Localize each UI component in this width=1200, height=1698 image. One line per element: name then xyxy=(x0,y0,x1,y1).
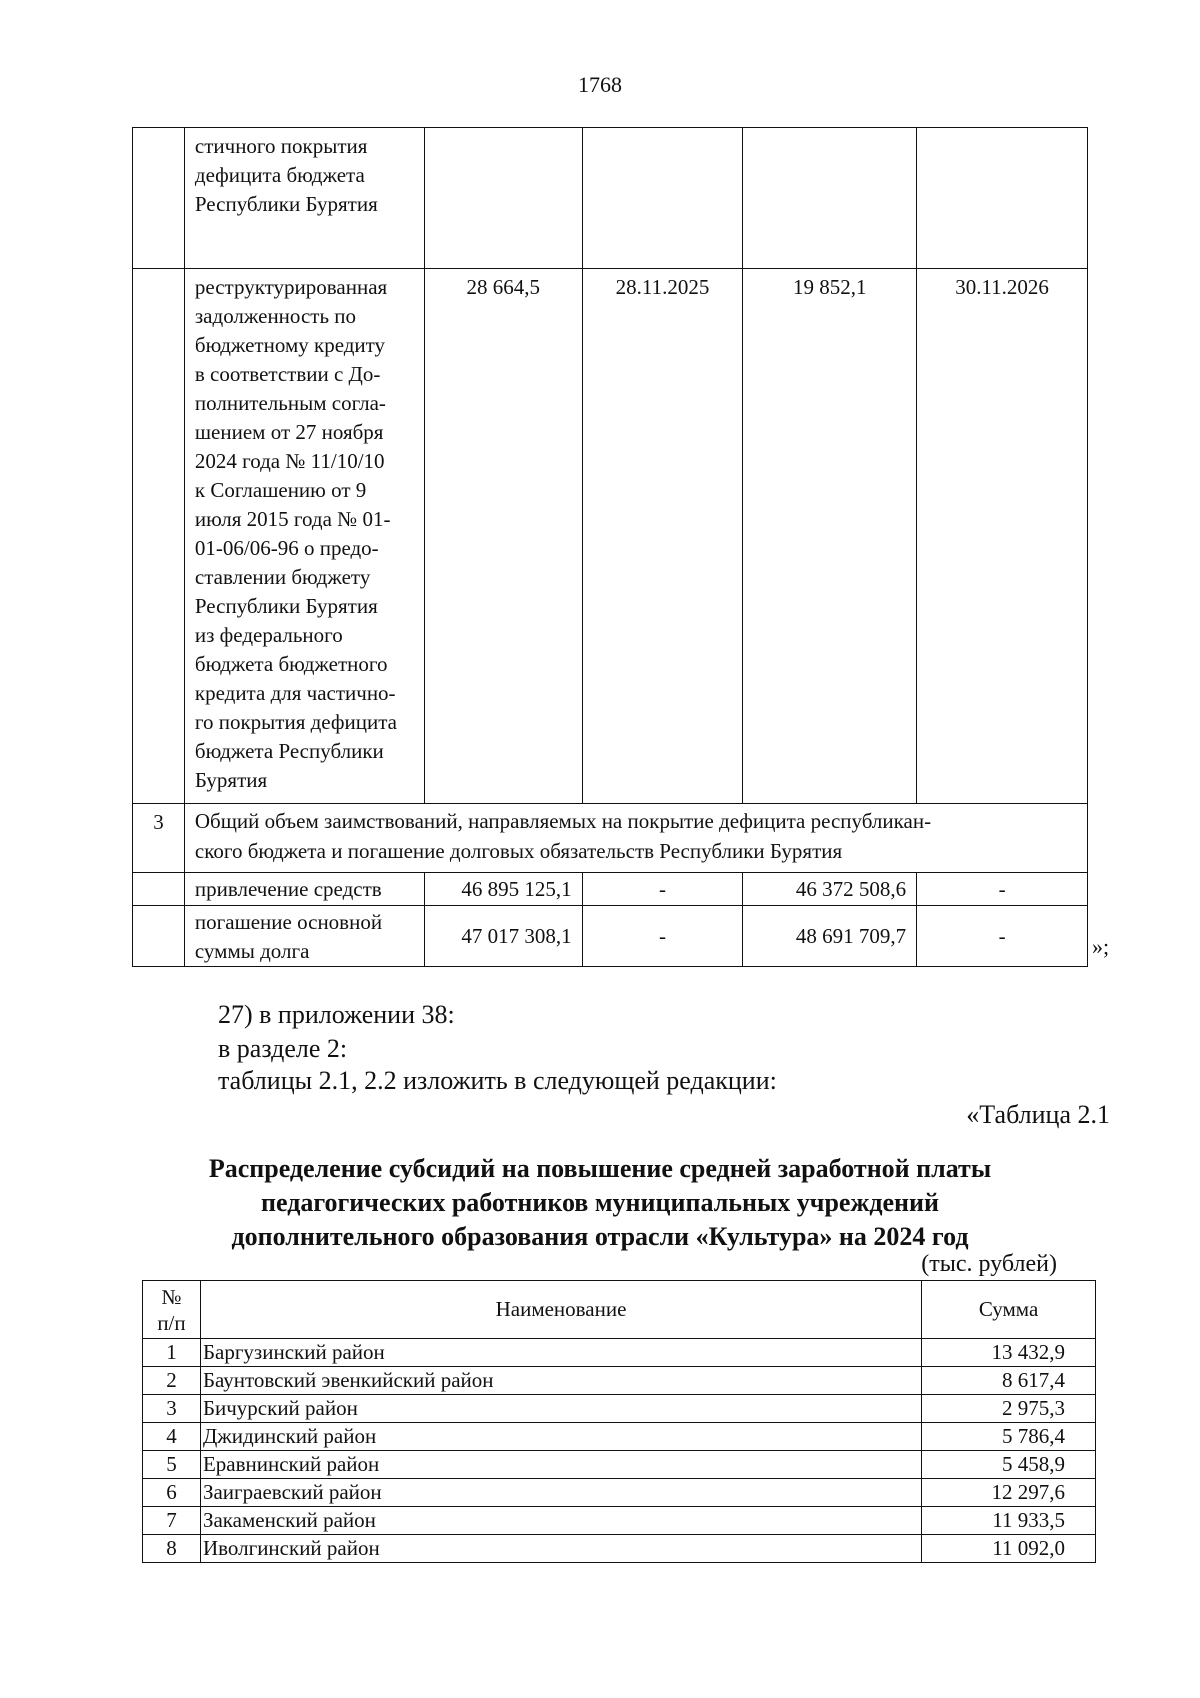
row-number-cell xyxy=(133,269,185,804)
date-2025: 28.11.2025 xyxy=(582,269,743,804)
borrowing-amount-2026: 46 372 508,6 xyxy=(743,873,917,906)
amount-2025: 28 664,5 xyxy=(424,269,582,804)
table-row: 3 Бичурский район 2 975,3 xyxy=(143,1395,1096,1423)
borrowing-amount-2025: 46 895 125,1 xyxy=(424,873,582,906)
closing-quote: »; xyxy=(1092,934,1110,959)
row-number-cell xyxy=(133,128,185,269)
borrowing-label: привлечение средств xyxy=(184,873,424,906)
repayment-amount-2025: 47 017 308,1 xyxy=(424,906,582,967)
amendment-line-2: в разделе 2: xyxy=(218,1034,348,1063)
table-row xyxy=(133,804,1088,873)
table-row xyxy=(133,269,1088,804)
table-row: 1 Баргузинский район 13 432,9 xyxy=(143,1339,1096,1367)
total-borrowing-description: Общий объем заимствований, направляемых на покрытие дефицита республикан- ского бюджета и погашение долговых обязательств Республики Бурятия xyxy=(184,804,1087,873)
subsidy-table xyxy=(142,1280,1096,1563)
repayment-amount-2026: 48 691 709,7 xyxy=(743,906,917,967)
table-label: «Таблица 2.1 xyxy=(966,1100,1110,1129)
header-row xyxy=(143,1281,1096,1339)
row-number: 3 xyxy=(133,804,185,873)
amendment-line-1: 27) в приложении 38: xyxy=(218,1000,455,1029)
repayment-date-2026: - xyxy=(917,906,1088,967)
table-row: 4 Джидинский район 5 786,4 xyxy=(143,1423,1096,1451)
table-row: 6 Заиграевский район 12 297,6 xyxy=(143,1479,1096,1507)
table-row xyxy=(133,906,1088,967)
header-name: Наименование xyxy=(200,1281,921,1339)
debt-table xyxy=(132,127,1088,967)
date-2026: 30.11.2026 xyxy=(917,269,1088,804)
borrowing-date-2025: - xyxy=(582,873,743,906)
repayment-date-2025: - xyxy=(582,906,743,967)
header-sum: Сумма xyxy=(922,1281,1096,1339)
table-row: 2 Баунтовский эвенкийский район 8 617,4 xyxy=(143,1367,1096,1395)
page-number: 1768 xyxy=(578,72,622,97)
borrowing-date-2026: - xyxy=(917,873,1088,906)
repayment-label: погашение основной суммы долга xyxy=(184,906,424,967)
table-row xyxy=(133,128,1088,269)
amendment-line-3: таблицы 2.1, 2.2 изложить в следующей редакции: xyxy=(218,1066,777,1095)
continued-description: стичного покрытия дефицита бюджета Республики Бурятия xyxy=(184,128,424,269)
units-label: (тыс. рублей) xyxy=(921,1251,1057,1277)
table-row: 5 Еравнинский район 5 458,9 xyxy=(143,1451,1096,1479)
table-row: 7 Закаменский район 11 933,5 xyxy=(143,1507,1096,1535)
table-row xyxy=(133,873,1088,906)
restructured-description: реструктурированная задолженность по бюджетному кредиту в соответствии с До- полнительным согла- шением от 27 ноября 2024 года № 11/10/10 к Соглашению от 9 июля 2015 года № 01- 01-06/06-96 о предо- ставлении бюджету Республики Бурятия из федерального бюджета бюджетного кредита для частично- го покрытия дефицита бюджета Республики Бурятия xyxy=(184,269,424,804)
table-title: Распределение субсидий на повышение средней заработной платы педагогических работников муниципальных учреждений дополнительного образования отрасли «Культура» на 2024 год xyxy=(208,1154,992,1251)
header-number: № п/п xyxy=(143,1281,201,1339)
amount-2026: 19 852,1 xyxy=(743,269,917,804)
table-row: 8 Иволгинский район 11 092,0 xyxy=(143,1535,1096,1563)
